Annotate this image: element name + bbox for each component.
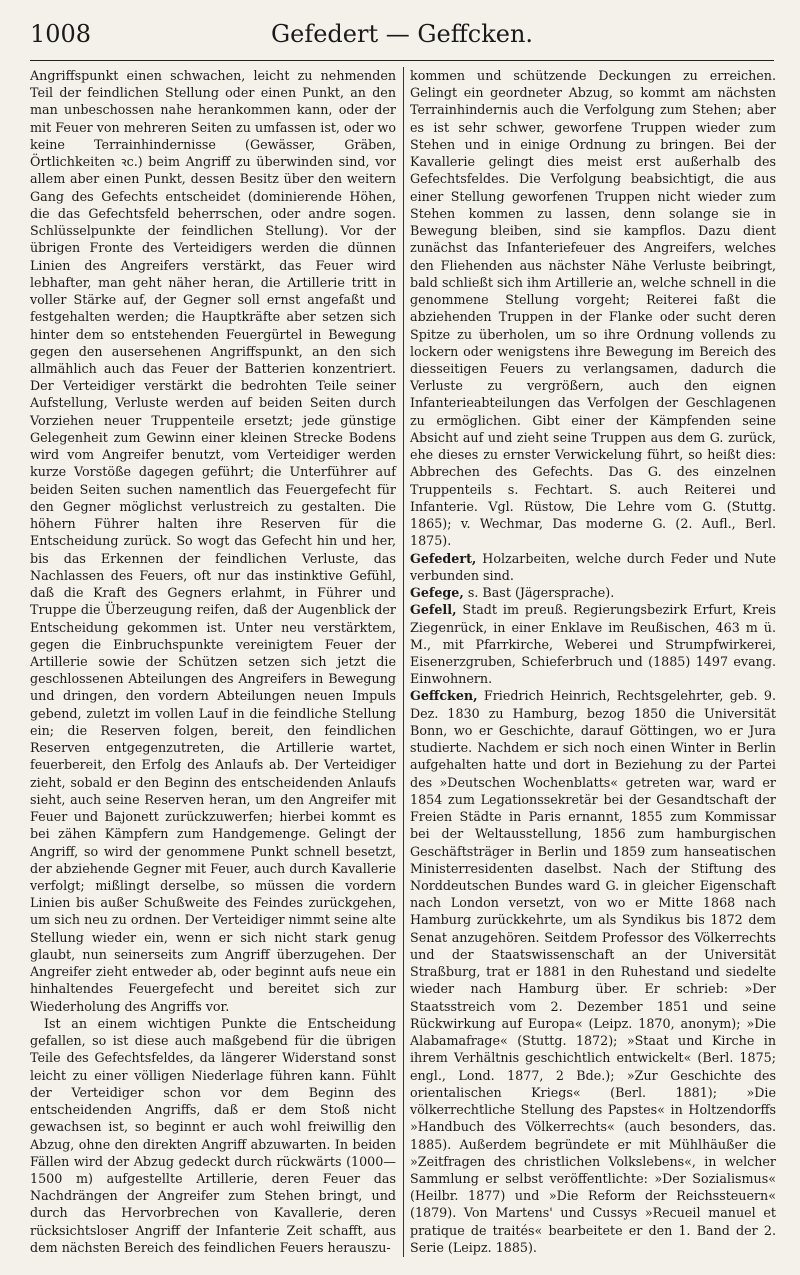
headword: Gefell,: [410, 602, 457, 618]
right-column: [410, 67, 776, 1256]
entry-gefege: [410, 584, 776, 601]
entry-text: Friedrich Heinrich, Rechtsgelehrter, geb. 9. Dez. 1830 zu Hamburg, bezog 1850 die Universität Bonn, wo er Geschichte, darauf Göttingen, wo er Jura studierte. Nachdem er sich noch einen Winter in Berlin aufgehalten hatte und dort in Beziehung zu der Partei des »Deutschen Wochenblatts« getreten war, ward er 1854 zum Legationssekretär bei der Gesandtschaft der Freien Städte in Paris ernannt, 1855 zum Kommissar bei der Weltausstellung, 1856 zum hamburgischen Geschäftsträger in Berlin und 1859 zum hanseatischen Ministerresidenten daselbst. Nach der Stiftung des Norddeutschen Bundes ward G. in gleicher Eigenschaft nach London versetzt, von wo er Mitte 1868 nach Hamburg zurückkehrte, um als Syndikus bis 1872 dem Senat anzugehören. Seitdem Professor des Völkerrechts und der Staatswissenschaft an der Universität Straßburg, trat er 1881 in den Ruhestand und siedelte wieder nach Hamburg über. Er schrieb: »Der Staatsstreich vom 2. Dezember 1851 und seine Rückwirkung auf Europa« (Leipz. 1870, anonym); »Die Alabamafrage« (Stuttg. 1872); »Staat und Kirche in ihrem Verhältnis geschichtlich entwickelt« (Berl. 1875; engl., Lond. 1877, 2 Bde.); »Zur Geschichte des orientalischen Kriegs« (Berl. 1881); »Die völkerrechtliche Stellung des Papstes« in Holtzendorffs »Handbuch des Völkerrechts« (auch besonders, das. 1885). Außerdem begründete er mit Mühlhäußer die »Zeitfragen des christlichen Volkslebens«, in welcher Sammlung er selbst veröffentlichte: »Der Sozialismus« (Heilbr. 1877) und »Die Reform der Reichssteuern« (1879). Von Martens' und Cussys »Recueil manuel et pratique de traités« bearbeitete er den 1. Band der 2. Serie (Leipz. 1885).: [410, 688, 776, 1255]
entry-text: s. Bast (Jägersprache).: [463, 585, 615, 601]
entry-gefedert: [410, 550, 776, 584]
entry-geffcken: [410, 687, 776, 1256]
headword: Gefedert,: [410, 550, 477, 566]
paragraph-gefecht-verfolgung: kommen und schützende Deckungen zu erreichen. Gelingt ein geordneter Abzug, so kommt am nächsten Terrainhindernis auch die Verfolgung zum Stehen; aber es ist sehr schwer, geworfene Truppen wieder zum Stehen und in einige Ordnung zu bringen. Bei der Kavallerie gelingt dies meist erst außerhalb des Gefechtsfeldes. Die Verfolgung beabsichtigt, die aus einer Stellung geworfenen Truppen nicht wieder zum Stehen kommen zu lassen, denn solange sie in Bewegung bleiben, sind sie kampflos. Dazu dient zunächst das Infanteriefeuer des Angreifers, welches den Fliehenden aus nächster Nähe Verluste beibringt, bald schließt sich ihm Artillerie an, welche schnell in die genommene Stellung vorgeht; Reiterei faßt die abziehenden Truppen in der Flanke oder sucht deren Spitze zu überholen, um so ihre Ordnung vollends zu lockern oder wenigstens ihre Bewegung im Bereich des diesseitigen Feuers zu verlangsamen, dadurch die Verluste zu vergrößern, auch den eignen Infanterieabteilungen das Verfolgen der Geschlagenen zu ermöglichen. Gibt einer der Kämpfenden seine Absicht auf und zieht seine Truppen aus dem G. zurück, ehe dieses zu ernster Verwickelung führt, so heißt dies: Abbrechen des Gefechts. Das G. des einzelnen Truppenteils s. Fechtart. S. auch Reiterei und Infanterie. Vgl. Rüstow, Die Lehre vom G. (Stuttg. 1865); v. Wechmar, Das moderne G. (2. Aufl., Berl. 1875).: [410, 68, 776, 549]
entry-gefell: [410, 601, 776, 687]
headword: Gefege,: [410, 585, 464, 601]
headword: Geffcken,: [410, 688, 478, 704]
entry-text: Holzarbeiten, welche durch Feder und Nute verbunden sind.: [410, 550, 776, 583]
text-columns: [30, 67, 774, 1257]
paragraph-gefecht-angriff: Angriffspunkt einen schwachen, leicht zu nehmenden Teil der feindlichen Stellung oder einen Punkt, an den man unbeschossen nahe herankommen kann, oder der mit Feuer von mehreren Seiten zu umfassen ist, oder wo keine Terrainhindernisse (Gewässer, Gräben, Örtlichkeiten ꝛc.) beim Angriff zu überwinden sind, vor allem aber einen Punkt, dessen Besitz über den weitern Gang des Gefechts entscheidet (dominierende Höhen, die das Gefechtsfeld beherrschen, oder andre sogen. Schlüsselpunkte der feindlichen Stellung). Vor der übrigen Fronte des Verteidigers werden die dünnen Linien des Angreifers verstärkt, das Feuer wird lebhafter, man geht näher heran, die Artillerie tritt in voller Stärke auf, der Gegner soll ernst angefaßt und festgehalten werden; die Hauptkräfte aber setzen sich hinter dem so entstehenden Feuergürtel in Bewegung gegen den ausersehenen Angriffspunkt, an den sich allmählich auch das Feuer der Batterien konzentriert. Der Verteidiger verstärkt die bedrohten Teile seiner Aufstellung, Verluste werden auf beiden Seiten durch Vorziehen neuer Truppenteile ersetzt; jede günstige Gelegenheit zum Gewinn einer kleinen Strecke Bodens wird vom Angreifer benutzt, vom Verteidiger werden kurze Vorstöße dagegen geführt; die Unterführer auf beiden Seiten suchen namentlich das Feuergefecht für den Gegner möglichst verlustreich zu gestalten. Die höhern Führer halten ihre Reserven für die Entscheidung zurück. So wogt das Gefecht hin und her, bis das Erkennen der feindlichen Verluste, das Nachlassen des Feuers, oft nur das instinktive Gefühl, daß die Kraft des Gegners erlahmt, in Führer und Truppe die Überzeugung reifen, daß der Augenblick der Entscheidung gekommen ist. Unter neu verstärktem, gegen die Einbruchspunkte vereinigtem Feuer der Artillerie sowie der Schützen setzen sich jetzt die geschlossenen Abteilungen des Angreifers in Bewegung und dringen, den vordern Abteilungen neuen Impuls gebend, zuletzt im vollen Lauf in die feindliche Stellung ein; die Reserven folgen, bereit, den feindlichen Reserven entgegenzutreten, die Artillerie wartet, feuerbereit, den Erfolg des Anlaufs ab. Der Verteidiger zieht, sobald er den Beginn des entscheidenden Anlaufs sieht, auch seine Reserven heran, um den Angreifer mit Feuer und Bajonett zurückzuwerfen; hierbei kommt es bei zähen Kämpfern zum Handgemenge. Gelingt der Angriff, so wird der genommene Punkt schnell besetzt, der abziehende Gegner mit Feuer, auch durch Kavallerie verfolgt; mißlingt derselbe, so müssen die vordern Linien bis außer Schußweite des Feindes zurückgehen, um sich neu zu ordnen. Der Verteidiger nimmt seine alte Stellung wieder ein, wenn er sich nicht stark genug glaubt, nun seinerseits zum Angriff überzugehen. Der Angreifer zieht entweder ab, oder beginnt aufs neue ein hinhaltendes Feuergefecht und bereitet sich zur Wiederholung des Angriffs vor.: [30, 68, 396, 1014]
paragraph-gefecht-entscheidung: Ist an einem wichtigen Punkte die Entscheidung gefallen, so ist diese auch maßgebend für die übrigen Teile des Gefechtsfeldes, da längerer Widerstand sonst leicht zu einer völligen Niederlage führen kann. Fühlt der Verteidiger schon vor dem Beginn des entscheidenden Angriffs, daß er dem Stoß nicht gewachsen ist, so beginnt er auch wohl freiwillig den Abzug, ohne den direkten Angriff abzuwarten. In beiden Fällen wird der Abzug gedeckt durch rückwärts (1000—1500 m) aufgestellte Artillerie, deren Feuer das Nachdrängen der Angreifer zum Stehen bringt, und durch das Hervorbrechen von Kavallerie, deren rücksichtsloser Angriff der Infanterie Zeit schafft, aus dem nächsten Bereich des feindlichen Feuers herauszu-: [30, 1015, 396, 1255]
page-header: [30, 12, 774, 61]
column-divider: [403, 67, 404, 1257]
page-number: 1008: [30, 20, 92, 48]
left-column: [30, 67, 396, 1256]
entry-text: Stadt im preuß. Regierungsbezirk Erfurt, Kreis Ziegenrück, in einer Enklave im Reußischen, 463 m ü. M., mit Pfarrkirche, Weberei und Strumpfwirkerei, Eisenerzgruben, Schieferbruch und (1885) 1497 evang. Einwohnern.: [410, 602, 776, 687]
page-title: Gefedert — Geffcken.: [270, 20, 534, 48]
